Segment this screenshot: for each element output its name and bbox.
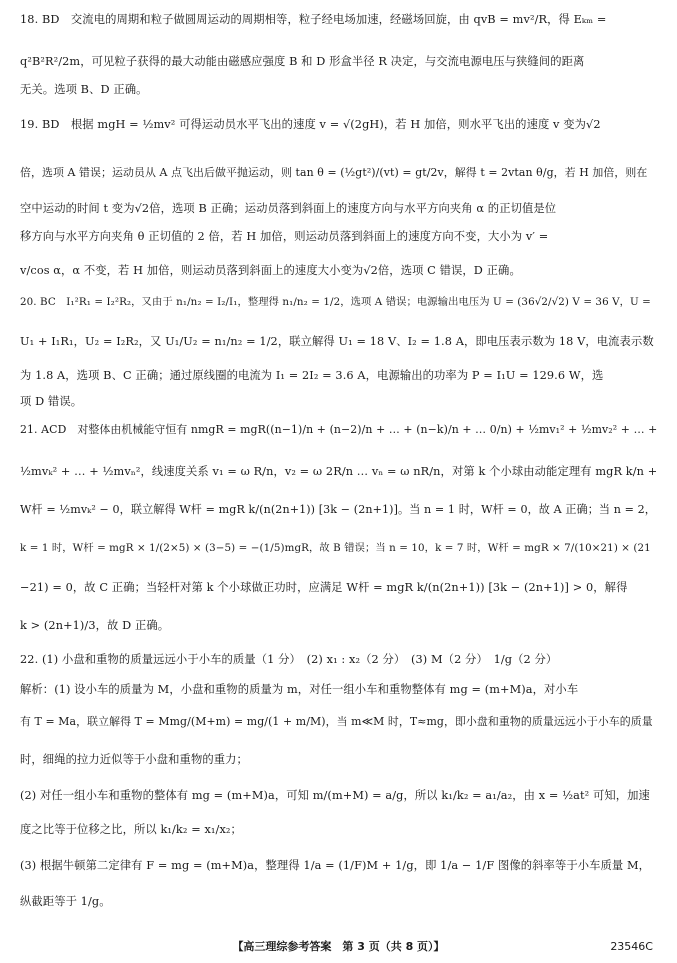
- answer-19-line: 空中运动的时间 t 变为√2倍，选项 B 正确；运动员落到斜面上的速度方向与水平方向夹角 α 的正切值是位: [20, 202, 557, 215]
- answer-22-line: 解析：(1) 设小车的质量为 M，小盘和重物的质量为 m，对任一组小车和重物整体有 mg = (m+M)a，对小车: [20, 683, 579, 696]
- answer-21-line: k > (2n+1)/3，故 D 正确。: [20, 619, 170, 632]
- answer-18-line: 无关。选项 B、D 正确。: [20, 83, 148, 96]
- answer-20-line: 为 1.8 A，选项 B、C 正确；通过原线圈的电流为 I₁ = 2I₂ = 3.6 A，电源输出的功率为 P = I₁U = 129.6 W，选: [20, 369, 604, 382]
- answer-22-line: 度之比等于位移之比，所以 k₁/k₂ = x₁/x₂；: [20, 823, 242, 836]
- answer-22-line: 有 T = Ma，联立解得 T = Mmg/(M+m) = mg/(1 + m/M)，当 m≪M 时，T≈mg，即小盘和重物的质量远远小于小车的质量: [20, 715, 653, 728]
- page-footer: [0, 938, 677, 956]
- answer-21-line: k = 1 时，W杆 = mgR × 1/(2×5) × (3−5) = −(1/5)mgR，故 B 错误；当 n = 10，k = 7 时，W杆 = mgR × 7/(10×21) × (21: [20, 542, 651, 554]
- answer-19-line: 19. BD 根据 mgH = ½mv² 可得运动员水平飞出的速度 v = √(2gH)，若 H 加倍，则水平飞出的速度 v 变为√2: [20, 118, 601, 131]
- answer-19-line: v/cos α，α 不变，若 H 加倍，则运动员落到斜面上的速度大小变为√2倍，选项 C 错误，D 正确。: [20, 264, 521, 277]
- answer-21-line: 21. ACD 对整体由机械能守恒有 nmgR = mgR((n−1)/n + (n−2)/n + … + (n−k)/n + … 0/n) + ½mv₁² + ½mv₂² + … +: [20, 423, 657, 436]
- answer-19-line: 移方向与水平方向夹角 θ 正切值的 2 倍，若 H 加倍，则运动员落到斜面上的速度方向不变，大小为 v′ =: [20, 230, 549, 243]
- answer-22-line: (3) 根据牛顿第二定律有 F = mg = (m+M)a，整理得 1/a = (1/F)M + 1/g，即 1/a − 1/F 图像的斜率等于小车质量 M，: [20, 859, 651, 872]
- answer-21-line: −21) = 0，故 C 正确；当轻杆对第 k 个小球做正功时，应满足 W杆 = mgR k/(n(2n+1)) [3k − (2n+1)] > 0，解得: [20, 581, 628, 594]
- answer-22-line: 纵截距等于 1/g。: [20, 895, 111, 908]
- answer-22-line: (2) 对任一组小车和重物的整体有 mg = (m+M)a，可知 m/(m+M) = a/g，所以 k₁/k₂ = a₁/a₂，由 x = ½at² 可知，加速: [20, 789, 650, 802]
- answer-18-line: 18. BD 交流电的周期和粒子做圆周运动的周期相等，粒子经电场加速，经磁场回旋，由 qvB = mv²/R，得 Eₖₘ =: [20, 13, 607, 26]
- answer-21-line: W杆 = ½mvₖ² − 0，联立解得 W杆 = mgR k/(n(2n+1)) [3k − (2n+1)]。当 n = 1 时，W杆 = 0，故 A 正确；当 n = 2，: [20, 503, 657, 516]
- answer-20-line: 20. BC I₁²R₁ = I₂²R₂，又由于 n₁/n₂ = I₂/I₁，整理得 n₁/n₂ = 1/2，选项 A 错误；电源输出电压为 U = (36√2/√2) V = 36 V，U =: [20, 296, 651, 308]
- answer-21-line: ½mvₖ² + … + ½mvₙ²，线速度关系 v₁ = ω R/n，v₂ = ω 2R/n … vₙ = ω nR/n，对第 k 个小球由动能定理有 mgR k/n +: [20, 465, 657, 478]
- answer-20-line: 项 D 错误。: [20, 395, 83, 408]
- answer-20-line: U₁ + I₁R₁，U₂ = I₂R₂，又 U₁/U₂ = n₁/n₂ = 1/2，联立解得 U₁ = 18 V、I₂ = 1.8 A，即电压表示数为 18 V，电流表示数: [20, 335, 654, 348]
- answer-18-line: q²B²R²/2m，可见粒子获得的最大动能由磁感应强度 B 和 D 形盒半径 R 决定，与交流电源电压与狭缝间的距离: [20, 55, 585, 68]
- answer-19-line: 倍，选项 A 错误；运动员从 A 点飞出后做平抛运动，则 tan θ = (½gt²)/(vt) = gt/2v，解得 t = 2vtan θ/g，若 H 加倍，则在: [20, 166, 648, 179]
- answer-22-line: 22. (1) 小盘和重物的质量远远小于小车的质量（1 分） (2) x₁ : x₂（2 分） (3) M（2 分） 1/g（2 分）: [20, 653, 558, 666]
- footer-title: 【高三理综参考答案 第 3 页（共 8 页）】: [232, 940, 445, 953]
- footer-code: 23546C: [610, 940, 653, 953]
- answer-22-line: 时，细绳的拉力近似等于小盘和重物的重力；: [20, 753, 248, 766]
